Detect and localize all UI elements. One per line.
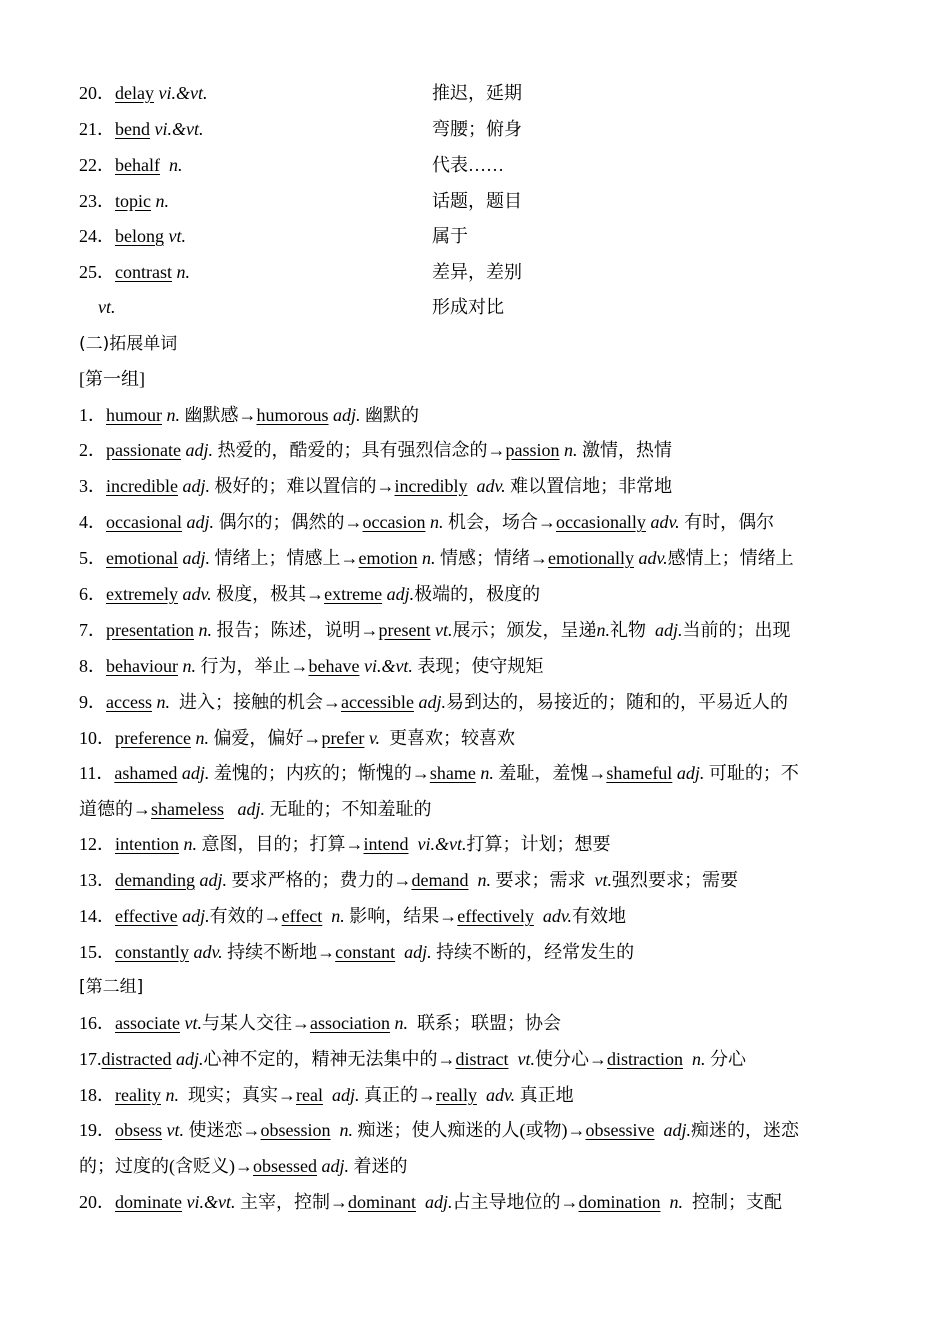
list-item: 19．obsess vt. 使迷恋→obsession n. 痴迷；使人痴迷的人(或物)→obsessive adj.痴迷的，迷恋 (79, 1120, 800, 1140)
answer-word: distract (455, 1049, 509, 1069)
word-meaning: 形成对比 (432, 297, 504, 317)
answer-word: shame (429, 763, 476, 783)
answer-word: humorous (256, 405, 329, 425)
list-item: 14．effective adj.有效的→effect n. 影响，结果→effectively adv.有效地 (79, 906, 627, 926)
word-meaning: 弯腰；俯身 (432, 119, 522, 139)
answer-word: effect (281, 906, 323, 926)
answer-word: belong (115, 226, 164, 246)
answer-word: constantly (115, 942, 189, 962)
answer-word: shameless (151, 799, 224, 819)
answer-word: obsess (115, 1120, 163, 1140)
word-meaning: 代表…… (432, 155, 504, 175)
list-item: 8．behaviour n. 行为，举止→behave vi.&vt. 表现；使守规矩 (79, 656, 544, 676)
answer-word: occasion (362, 512, 426, 532)
answer-word: accessible (340, 692, 414, 712)
answer-word: effective (115, 906, 178, 926)
word-entry: 20．delay vi.&vt. (79, 83, 208, 103)
word-entry: 25．contrast n. (79, 262, 190, 282)
list-item: 10．preference n. 偏爱，偏好→prefer v. 更喜欢；较喜欢 (79, 728, 516, 748)
answer-word: intend (363, 834, 409, 854)
list-item: 9．access n. 进入；接触的机会→accessible adj.易到达的，易接近的；随和的，平易近人的 (79, 692, 788, 712)
answer-word: distraction (606, 1049, 683, 1069)
list-item: 6．extremely adv. 极度，极其→extreme adj.极端的，极度的 (79, 584, 541, 604)
answer-word: obsession (260, 1120, 331, 1140)
section-title: (二)拓展单词 (79, 334, 178, 354)
list-item: 7．presentation n. 报告；陈述，说明→present vt.展示；颁发，呈递n.礼物 adj.当前的；出现 (79, 620, 791, 640)
answer-word: demanding (115, 870, 195, 890)
answer-word: intention (115, 834, 179, 854)
word-entry: 23．topic n. (79, 191, 169, 211)
answer-word: associate (115, 1013, 180, 1033)
list-item: 18．reality n. 现实；真实→real adj. 真正的→really adv. 真正地 (79, 1085, 574, 1105)
answer-word: passion (505, 440, 560, 460)
list-item: 20．dominate vi.&vt. 主宰，控制→dominant adj.占主导地位的→domination n. 控制；支配 (79, 1192, 782, 1212)
answer-word: delay (115, 83, 154, 103)
word-meaning: 差异，差别 (432, 262, 522, 282)
list-item: 1．humour n. 幽默感→humorous adj. 幽默的 (79, 405, 420, 425)
answer-word: prefer (321, 728, 365, 748)
answer-word: association (309, 1013, 390, 1033)
answer-word: passionate (106, 440, 181, 460)
answer-word: real (295, 1085, 323, 1105)
answer-word: occasional (106, 512, 182, 532)
word-meaning: 推迟，延期 (432, 83, 522, 103)
answer-word: behalf (115, 155, 160, 175)
answer-word: occasionally (555, 512, 646, 532)
word-meaning: 属于 (432, 226, 468, 246)
word-entry: 24．belong vt. (79, 226, 186, 246)
answer-word: obsessive (585, 1120, 655, 1140)
answer-word: contrast (115, 262, 172, 282)
answer-word: presentation (106, 620, 194, 640)
list-item: 5．emotional adj. 情绪上；情感上→emotion n. 情感；情绪→emotionally adv.感情上；情绪上 (79, 548, 794, 568)
answer-word: really (435, 1085, 477, 1105)
answer-word: dominant (347, 1192, 416, 1212)
word-entry: 22．behalf n. (79, 155, 183, 175)
answer-word: preference (115, 728, 191, 748)
answer-word: extremely (106, 584, 178, 604)
list-item: 15．constantly adv. 持续不断地→constant adj. 持续不断的，经常发生的 (79, 942, 635, 962)
answer-word: distracted (101, 1049, 172, 1069)
group-label: [第二组] (79, 977, 144, 997)
list-item: 4．occasional adj. 偶尔的；偶然的→occasion n. 机会，场合→occasionally adv. 有时，偶尔 (79, 512, 775, 532)
answer-word: incredible (106, 476, 178, 496)
list-item: 11．ashamed adj. 羞愧的；内疚的；惭愧的→shame n. 羞耻，羞愧→shameful adj. 可耻的；不 (79, 763, 799, 783)
answer-word: humour (106, 405, 162, 425)
answer-word: extreme (324, 584, 383, 604)
answer-word: emotional (106, 548, 178, 568)
answer-word: dominate (115, 1192, 182, 1212)
answer-word: domination (578, 1192, 661, 1212)
word-entry: 21．bend vi.&vt. (79, 119, 204, 139)
answer-word: emotion (358, 548, 418, 568)
answer-word: shameful (606, 763, 673, 783)
list-item: 16．associate vt.与某人交往→association n. 联系；联盟；协会 (79, 1013, 561, 1033)
answer-word: present (378, 620, 431, 640)
answer-word: incredibly (394, 476, 468, 496)
answer-word: bend (115, 119, 150, 139)
answer-word: demand (411, 870, 469, 890)
list-item: 2．passionate adj. 热爱的，酷爱的；具有强烈信念的→passion n. 激情，热情 (79, 440, 672, 460)
answer-word: ashamed (114, 763, 178, 783)
list-item: 12．intention n. 意图，目的；打算→intend vi.&vt.打算；计划；想要 (79, 834, 611, 854)
answer-word: behave (308, 656, 360, 676)
list-item: 13．demanding adj. 要求严格的；费力的→demand n. 要求；需求 vt.强烈要求；需要 (79, 870, 738, 890)
answer-word: obsessed (253, 1156, 317, 1176)
answer-word: behaviour (106, 656, 178, 676)
list-item-continuation: 道德的→shameless adj. 无耻的；不知羞耻的 (79, 799, 432, 819)
answer-word: emotionally (548, 548, 634, 568)
answer-word: effectively (457, 906, 534, 926)
group-label: [第一组] (79, 369, 145, 389)
answer-word: access (106, 692, 152, 712)
answer-word: topic (115, 191, 151, 211)
list-item: 17.distracted adj.心神不定的，精神无法集中的→distract vt.使分心→distraction n. 分心 (79, 1049, 746, 1069)
word-entry: vt. (98, 297, 116, 317)
answer-word: constant (335, 942, 396, 962)
list-item-continuation: 的；过度的(含贬义)→obsessed adj. 着迷的 (79, 1156, 408, 1176)
list-item: 3．incredible adj. 极好的；难以置信的→incredibly adv. 难以置信地；非常地 (79, 476, 673, 496)
word-meaning: 话题，题目 (432, 191, 522, 211)
answer-word: reality (115, 1085, 161, 1105)
